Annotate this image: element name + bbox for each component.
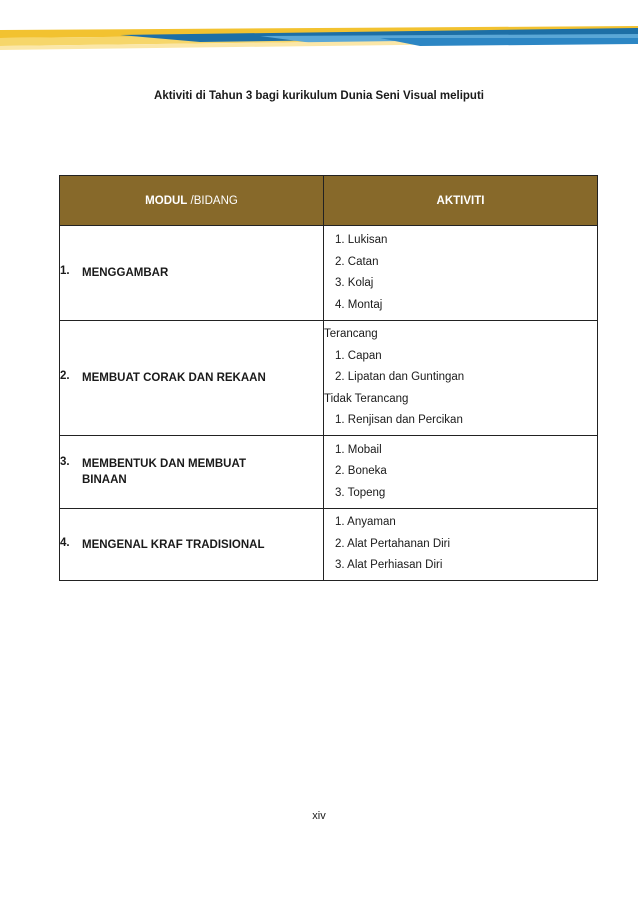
table-row bbox=[60, 321, 598, 436]
table-row bbox=[60, 509, 598, 581]
page-number: xiv bbox=[312, 810, 326, 822]
module-name: MENGENAL KRAF TRADISIONAL bbox=[82, 538, 265, 551]
table-row bbox=[60, 226, 598, 321]
activity-item: 3. Topeng bbox=[335, 486, 386, 499]
header-modul-rest: /BIDANG bbox=[187, 194, 238, 207]
module-cell bbox=[60, 509, 324, 581]
header-modul bbox=[60, 176, 324, 226]
activity-item: 2. Boneka bbox=[335, 465, 387, 478]
activity-item: 3. Alat Perhiasan Diri bbox=[335, 559, 443, 572]
activity-group-heading: Tidak Terancang bbox=[324, 392, 409, 405]
activity-item: 1. Mobail bbox=[335, 443, 382, 456]
table-header-row bbox=[60, 176, 598, 226]
module-name: MEMBUAT CORAK DAN REKAAN bbox=[82, 372, 266, 384]
activity-group-heading: Terancang bbox=[324, 328, 378, 341]
activity-cell bbox=[324, 321, 598, 436]
activity-item: 1. Lukisan bbox=[335, 234, 388, 246]
header-banner bbox=[0, 24, 638, 50]
module-cell bbox=[60, 436, 324, 509]
page-heading: Aktiviti di Tahun 3 bagi kurikulum Dunia Seni Visual meliputi bbox=[154, 90, 484, 102]
activity-item: 2. Alat Pertahanan Diri bbox=[335, 537, 451, 550]
module-activity-table bbox=[59, 175, 598, 581]
module-name: MENGGAMBAR bbox=[82, 267, 169, 279]
module-number: 1. bbox=[60, 265, 70, 277]
module-cell bbox=[60, 226, 324, 321]
activity-cell bbox=[324, 436, 598, 509]
module-number: 3. bbox=[60, 456, 70, 468]
header-aktiviti: AKTIVITI bbox=[324, 176, 598, 226]
activity-item: 4. Montaj bbox=[335, 298, 383, 311]
module-cell bbox=[60, 321, 324, 436]
module-number: 2. bbox=[60, 370, 70, 382]
module-name: MEMBENTUK DAN MEMBUAT BINAAN bbox=[82, 458, 246, 486]
activity-cell bbox=[324, 509, 598, 581]
activity-item: 2. Catan bbox=[335, 255, 379, 268]
header-modul-bold: MODUL bbox=[145, 194, 188, 207]
module-number: 4. bbox=[60, 536, 70, 549]
activity-item: 2. Lipatan dan Guntingan bbox=[335, 371, 465, 384]
activity-item: 3. Kolaj bbox=[335, 277, 374, 289]
activity-item: 1. Anyaman bbox=[335, 516, 396, 529]
table-row bbox=[60, 436, 598, 509]
activity-cell bbox=[324, 226, 598, 321]
activity-item: 1. Renjisan dan Percikan bbox=[335, 414, 463, 427]
activity-item: 1. Capan bbox=[335, 349, 382, 362]
